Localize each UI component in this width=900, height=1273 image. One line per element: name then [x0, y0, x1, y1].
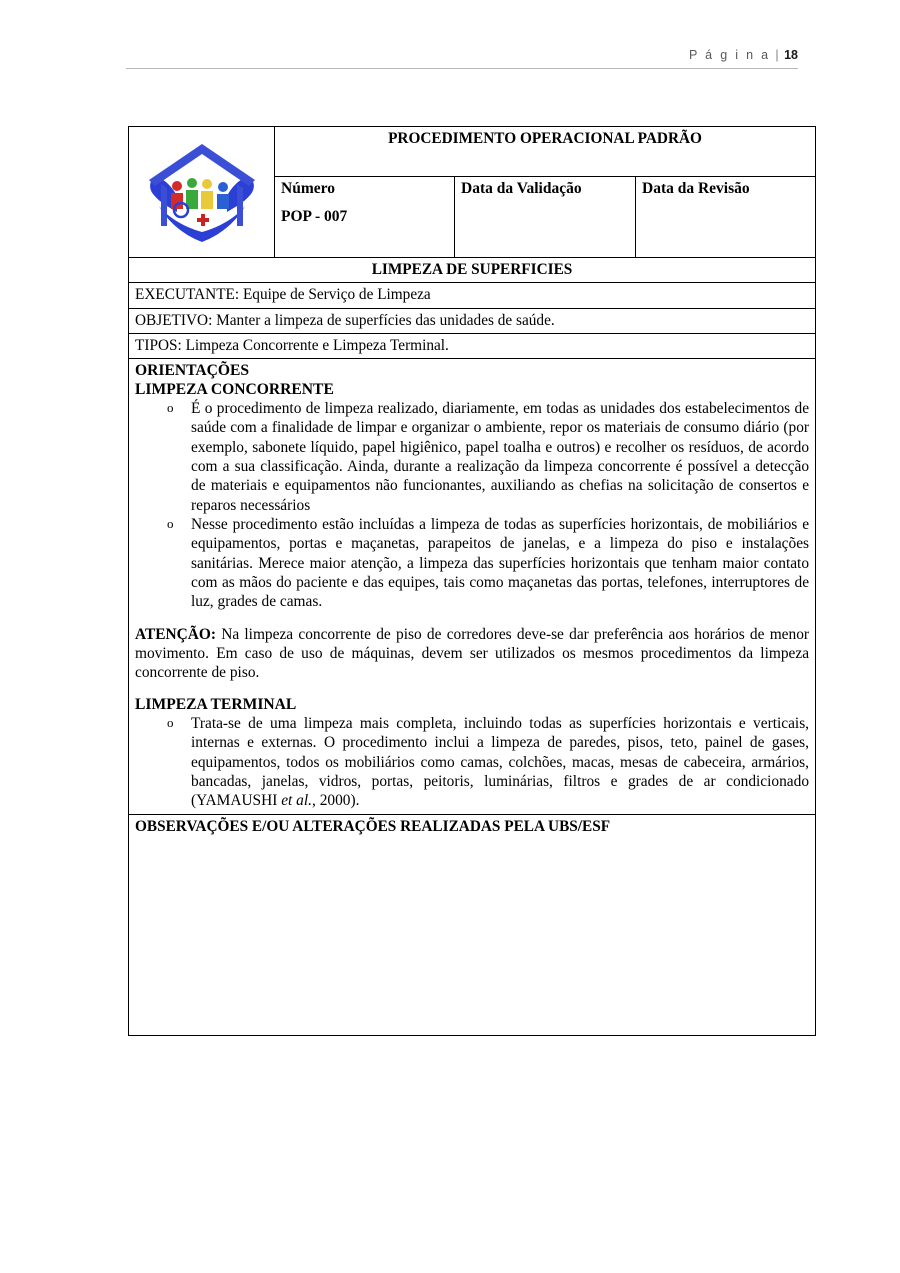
table-row-executante: [129, 283, 816, 308]
table-row-subtitle: [129, 258, 816, 283]
logo-cell: [129, 127, 275, 258]
list-item: [135, 714, 809, 811]
field-numero-label: Número: [281, 180, 335, 197]
document-subtitle: LIMPEZA DE SUPERFICIES: [129, 258, 816, 283]
page-word: P á g i n a: [689, 48, 771, 62]
field-data-validacao-label: Data da Validação: [461, 180, 582, 197]
observacoes-heading: OBSERVAÇÕES E/OU ALTERAÇÕES REALIZADAS PELA UBS/ESF: [135, 817, 611, 835]
field-data-revisao-value: [642, 199, 809, 208]
limpeza-concorrente-heading: LIMPEZA CONCORRENTE: [135, 380, 334, 398]
limpeza-terminal-heading: LIMPEZA TERMINAL: [135, 695, 297, 713]
observacoes-cell: [129, 814, 816, 1035]
health-unit-logo-icon: [137, 134, 267, 252]
orientacoes-heading: ORIENTAÇÕES: [135, 362, 250, 380]
row-tipos: TIPOS: Limpeza Concorrente e Limpeza Terminal.: [129, 334, 816, 359]
table-row-orientacoes: [129, 359, 816, 814]
list-item: o Nesse procedimento estão incluídas a limpeza de todas as superfícies horizontais, de mobiliários e equipamentos, portas e maçanetas, parapeitos de janelas, e a limpeza do piso e instalações sanitárias. Merece maior atenção, a limpeza das superfícies horizontais que tenham maior contato com as mãos do paciente e das equipes, tais como maçanetas das portas, telefones, interruptores de luz, grades de camas.: [135, 515, 809, 612]
page-number: 18: [784, 48, 798, 62]
field-data-revisao: [636, 177, 816, 258]
terminal-text-part1: Trata-se de uma limpeza mais completa, incluindo todas as superfícies horizontais e verticais, internas e externas. O procedimento inclui a limpeza de paredes, pisos, teto, painel de gases, equipamentos, todos os mobiliários como camas, colchões, macas, mesas de cabeceira, armários, bancadas, janelas, vidros, portas, peitoris, luminárias, filtros e grades de ar condicionado (YAMAUSHI: [191, 715, 810, 810]
atencao-text: Na limpeza concorrente de piso de corredores deve-se dar preferência aos horários de menor movimento. Em caso de uso de máquinas, devem ser utilizados os mesmos procedimentos da limpeza concorrente de piso.: [135, 625, 810, 682]
table-row-title: [129, 127, 816, 177]
atencao-label: ATENÇÃO:: [135, 625, 216, 643]
page-separator: |: [775, 48, 780, 62]
field-data-validacao-value: [461, 199, 629, 208]
row-objetivo: OBJETIVO: Manter a limpeza de superfícies das unidades de saúde.: [129, 308, 816, 333]
table-row-observacoes: [129, 814, 816, 1035]
terminal-text-part2: , 2000).: [312, 792, 360, 810]
field-numero: [275, 177, 455, 258]
table-row-tipos: [129, 334, 816, 359]
page-header: [126, 48, 798, 69]
limpeza-concorrente-list: [135, 399, 809, 612]
field-data-validacao: [455, 177, 636, 258]
table-row-objetivo: [129, 308, 816, 333]
list-item: o É o procedimento de limpeza realizado, diariamente, em todas as unidades dos estabelecimentos de saúde com a finalidade de limpar e organizar o ambiente, repor os materiais de consumo diário (por exemplo, sabonete líquido, papel higiênico, papel toalha e outros) e recolher os resíduos, de acordo com a sua classificação. Ainda, durante a realização da limpeza concorrente é possível a detecção de materiais e equipamentos não funcionantes, auxiliando as chefias na solicitação de consertos e reparos necessários: [135, 399, 809, 515]
orientacoes-cell: [129, 359, 816, 814]
atencao-paragraph: [135, 625, 809, 683]
field-data-revisao-label: Data da Revisão: [642, 180, 750, 197]
terminal-text-italic: et al.: [281, 792, 312, 810]
pop-document-table: [128, 126, 816, 1036]
row-executante: EXECUTANTE: Equipe de Serviço de Limpeza: [129, 283, 816, 308]
field-numero-value: POP - 007: [281, 207, 348, 225]
document-title: PROCEDIMENTO OPERACIONAL PADRÃO: [275, 127, 816, 177]
limpeza-terminal-list: [135, 714, 809, 811]
